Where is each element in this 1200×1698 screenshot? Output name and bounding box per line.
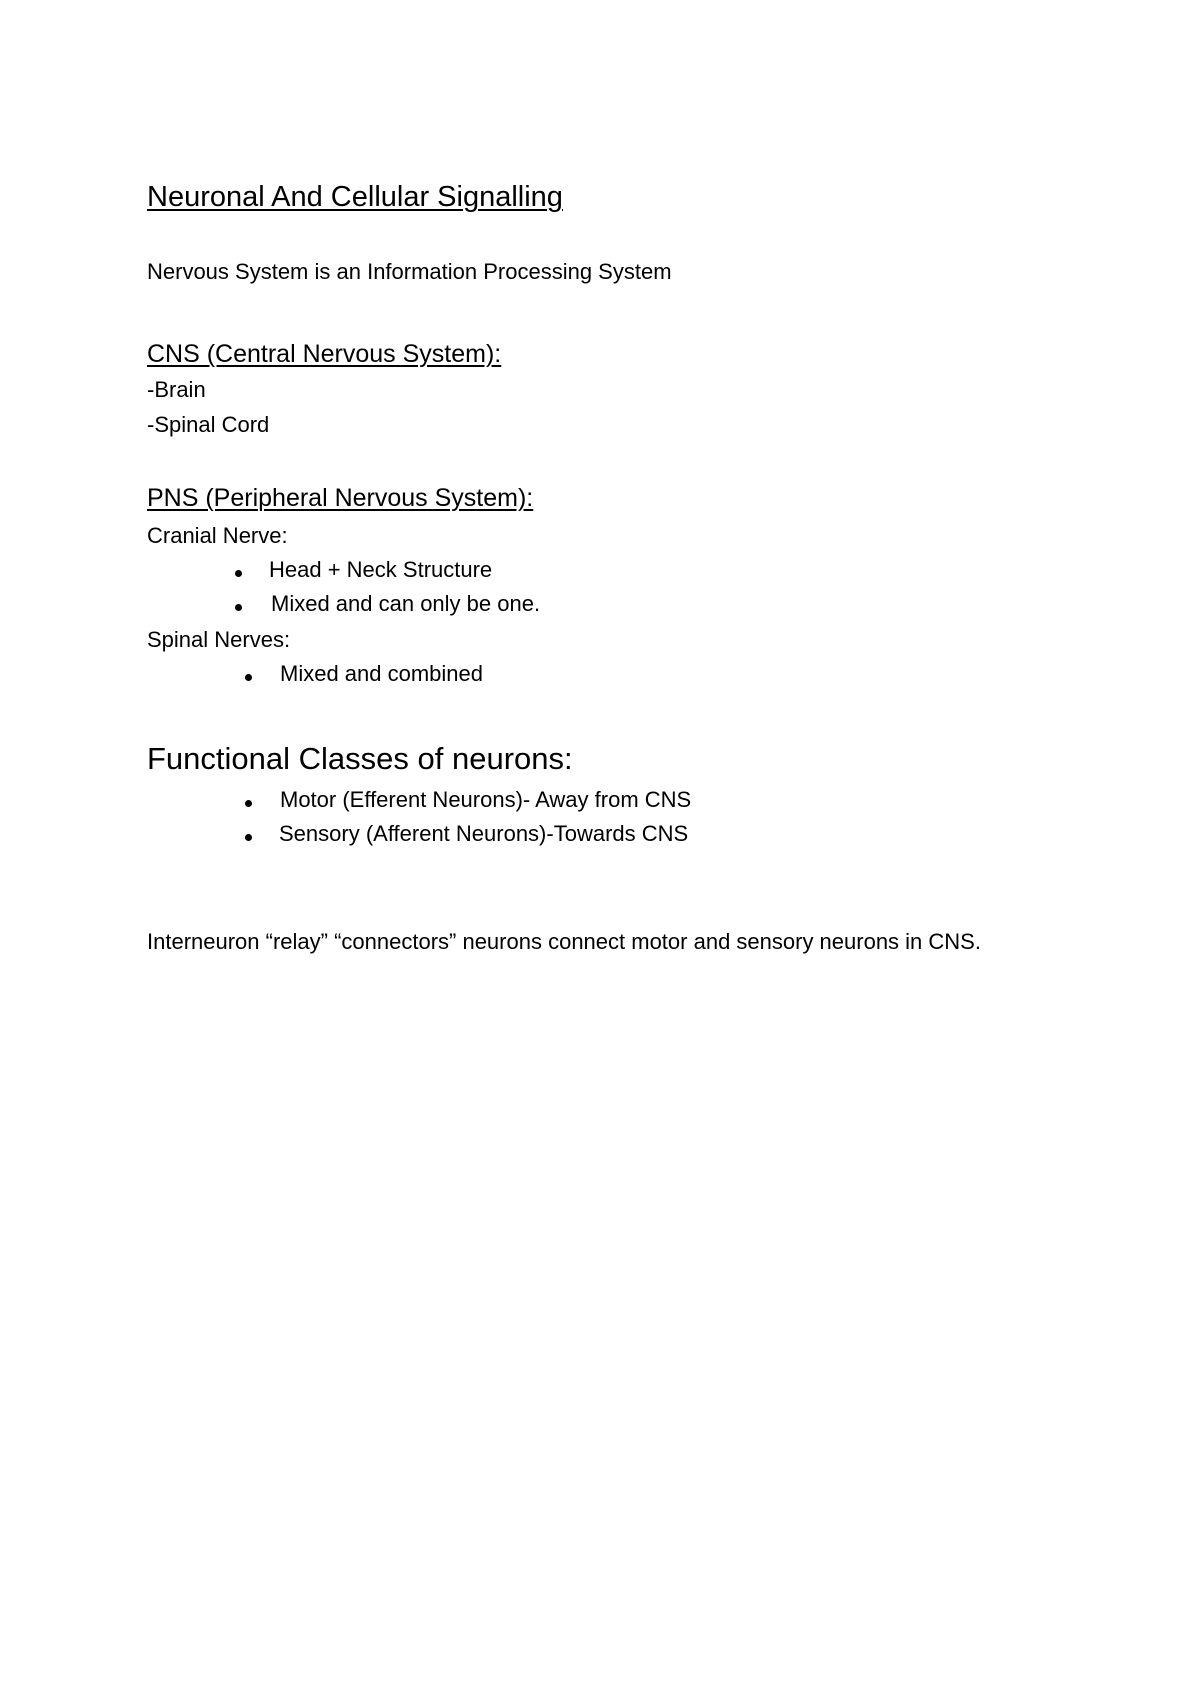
interneuron-paragraph: Interneuron “relay” “connectors” neurons connect motor and sensory neurons in CNS.: [147, 929, 981, 954]
bullet-icon: [245, 674, 252, 681]
functional-item-motor: Motor (Efferent Neurons)- Away from CNS: [280, 787, 692, 812]
spinal-item-mixed-combined: Mixed and combined: [280, 661, 484, 686]
pns-heading: PNS (Peripheral Nervous System):: [147, 484, 534, 512]
bullet-icon: [235, 604, 242, 611]
cranial-item-head-neck: Head + Neck Structure: [269, 557, 493, 582]
bullet-icon: [235, 570, 242, 577]
spinal-nerves-label: Spinal Nerves:: [147, 627, 291, 652]
intro-line: Nervous System is an Information Processing System: [147, 259, 672, 284]
cns-item-spinal-cord: -Spinal Cord: [147, 412, 270, 437]
cns-heading: CNS (Central Nervous System):: [147, 340, 502, 368]
cns-item-brain: -Brain: [147, 377, 206, 402]
document-title: Neuronal And Cellular Signalling: [147, 181, 563, 213]
functional-classes-heading: Functional Classes of neurons:: [147, 741, 573, 776]
bullet-icon: [245, 834, 252, 841]
functional-item-sensory: Sensory (Afferent Neurons)-Towards CNS: [279, 821, 689, 846]
cranial-nerve-label: Cranial Nerve:: [147, 523, 288, 548]
cranial-item-mixed: Mixed and can only be one.: [271, 591, 541, 616]
bullet-icon: [245, 800, 252, 807]
